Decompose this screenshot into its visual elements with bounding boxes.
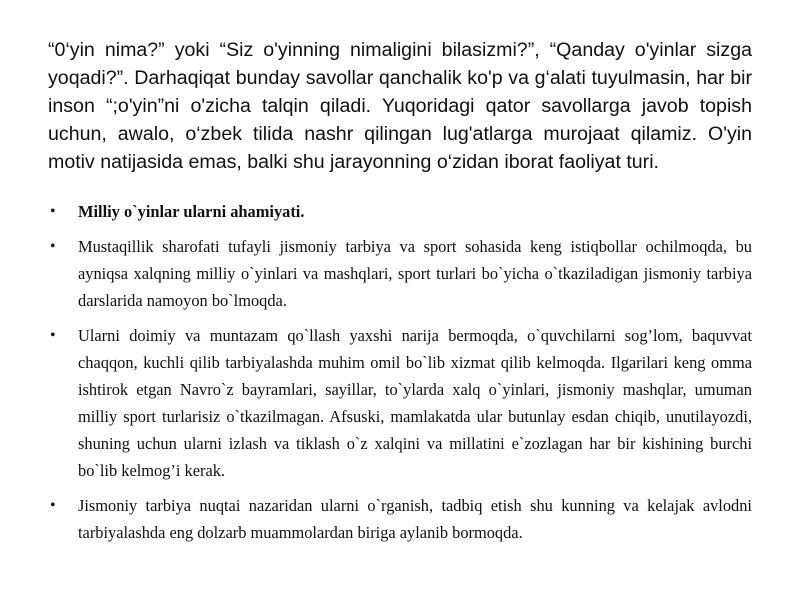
list-item <box>48 233 752 314</box>
bullet-list <box>48 198 752 546</box>
bullet-icon: • <box>50 238 56 255</box>
bullet-text: Ularni doimiy va muntazam qo`llash yaxshi narija bermoqda, o`quvchilarni sog’lom, baquvvat chaqqon, kuchli qilib tarbiyalashda muhim omil bo`lib xizmat qilib kelmoqda. Ilgarilari keng omma ishtirok etgan Navro`z bayramlari, sayillar, to`ylarda xalq o`yinlari, jismoniy mashqlar, umuman milliy sport turlarisiz o`tkazilmagan. Afsuski, mamlakatda ular butunlay esdan chiqib, unutilayozdi, shuning uchun ularni izlash va tiklash o`z xalqini va millatini e`zozlagan har bir kishining burchi bo`lib kelmog’i kerak. <box>78 326 752 480</box>
list-item <box>48 198 752 225</box>
intro-paragraph: “0‘yin nima?” yoki “Siz o'yinning nimaligini bilasizmi?”, “Qanday o'yinlar sizga yoqadi?”. Darhaqiqat bunday savollar qanchalik ko'p va g‘alati tuyulmasin, har bir inson “;o'yin”ni o'zicha talqin qiladi. Yuqoridagi qator savollarga javob topish uchun, awalo, o‘zbek tilida nashr qilingan lug'atlarga murojaat qilamiz. O'yin motiv natijasida emas, balki shu jarayonning o‘zidan iborat faoliyat turi. <box>48 39 752 173</box>
bullet-text: Mustaqillik sharofati tufayli jismoniy tarbiya va sport sohasida keng istiqbollar ochilmoqda, bu ayniqsa xalqning milliy o`yinlari va mashqlari, sport turlari bo`yicha o`tkaziladigan jismoniy tarbiya darslarida namoyon bo`lmoqda. <box>78 237 752 310</box>
list-item <box>48 322 752 484</box>
bullet-icon: • <box>50 327 56 344</box>
list-item <box>48 492 752 546</box>
bullet-icon: • <box>50 203 56 220</box>
bullet-icon: • <box>50 497 56 514</box>
bullet-text: Jismoniy tarbiya nuqtai nazaridan ularni o`rganish, tadbiq etish shu kunning va kelajak avlodni tarbiyalashda eng dolzarb muammolardan biriga aylanib bormoqda. <box>78 496 752 542</box>
bullet-heading: Milliy o`yinlar ularni ahamiyati. <box>78 202 305 221</box>
